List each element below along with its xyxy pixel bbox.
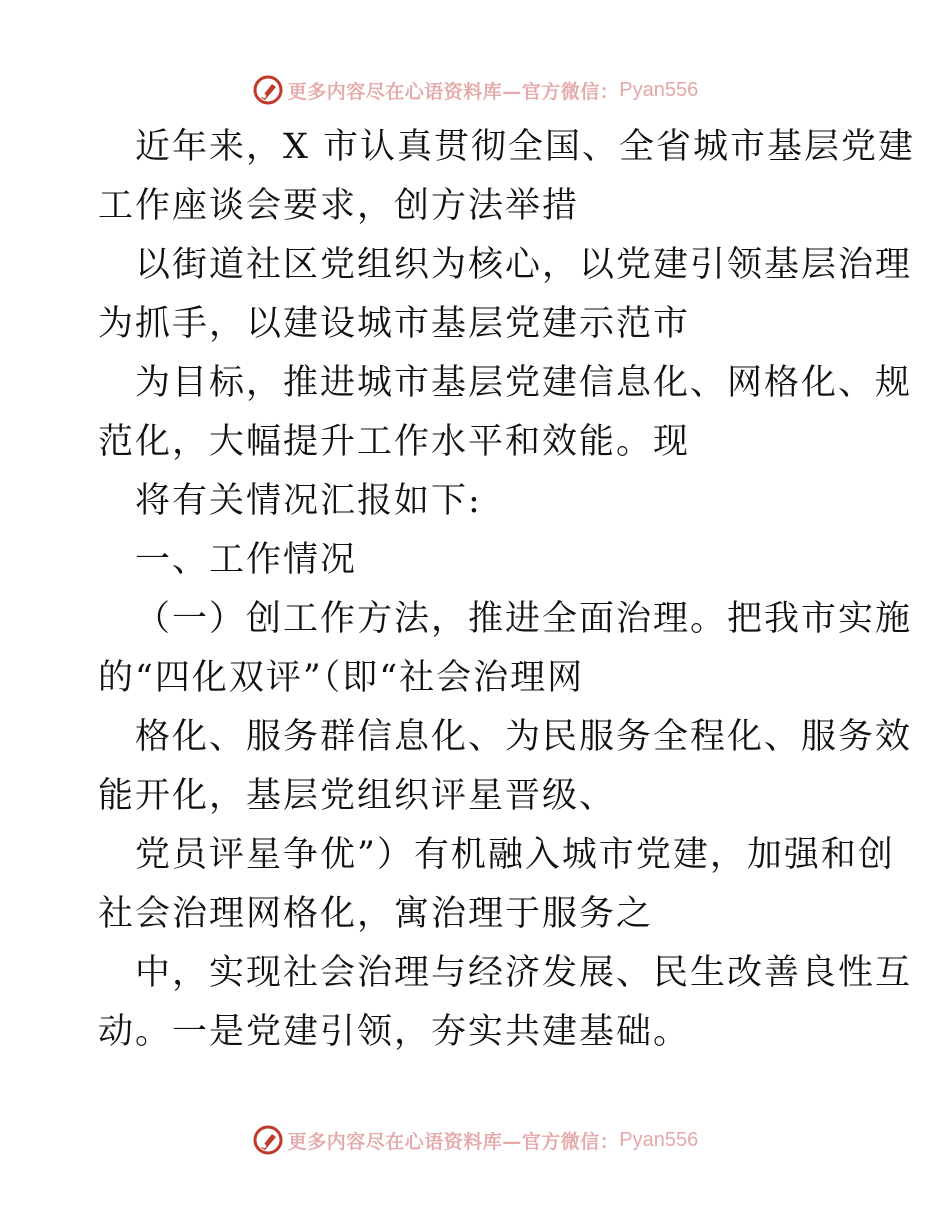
paragraph-line: 的“四化双评”（即“社会治理网 (98, 658, 585, 698)
paragraph-line: 范化，大幅提升工作水平和效能。现 (98, 422, 691, 462)
paragraph-line: 为目标，推进城市基层党建信息化、网格化、规 (135, 363, 913, 403)
paragraph-line: 为抓手，以建设城市基层党建示范市 (98, 304, 691, 344)
wechat-id: Pyan556 (619, 1128, 699, 1151)
footer-banner (0, 1120, 950, 1160)
paragraph-line: 中，实现社会治理与经济发展、民生改善良性互 (135, 953, 913, 993)
paragraph-line: 能开化，基层党组织评星晋级、 (98, 776, 617, 816)
paragraph-line: 近年来，X 市认真贯彻全国、全省城市基层党建 (135, 127, 916, 167)
document-body (98, 118, 916, 1062)
banner-text: 更多内容尽在心语资料库—官方微信： (287, 80, 620, 103)
paragraph-line: 格化、服务群信息化、为民服务全程化、服务效 (135, 717, 913, 757)
paragraph-line: （一）创工作方法，推进全面治理。把我市实施 (135, 599, 913, 639)
paragraph-line: 社会治理网格化，寓治理于服务之 (98, 894, 654, 934)
pen-nib-logo-icon (252, 74, 284, 106)
paragraph-line: 将有关情况汇报如下: (135, 481, 482, 521)
paragraph-line: 工作座谈会要求，创方法举措 (98, 186, 580, 226)
section-heading: 一、工作情况 (135, 540, 358, 580)
paragraph-line: 以街道社区党组织为核心，以党建引领基层治理 (135, 245, 913, 285)
paragraph-line: 党员评星争优”）有机融入城市党建，加强和创 (135, 835, 895, 875)
wechat-id: Pyan556 (619, 78, 699, 101)
header-banner (0, 70, 950, 110)
paragraph-line: 动。一是党建引领，夯实共建基础。 (98, 1012, 691, 1052)
banner-text: 更多内容尽在心语资料库—官方微信： (287, 1130, 620, 1153)
pen-nib-logo-icon (252, 1124, 284, 1156)
